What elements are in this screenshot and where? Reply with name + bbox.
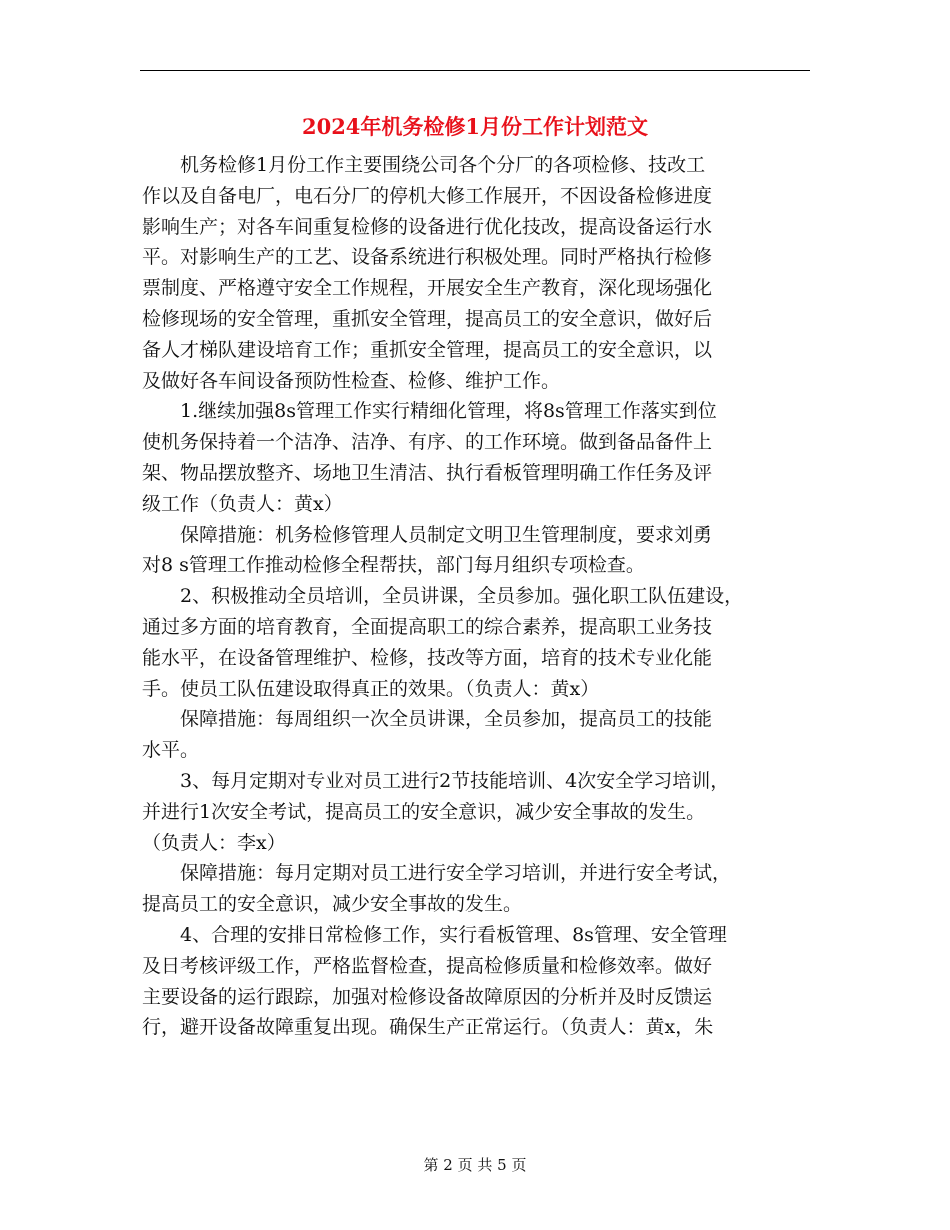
- item-3-measures-line: 提高员工的安全意识，减少安全事故的发生。: [142, 893, 523, 916]
- item-1-line: 架、物品摆放整齐、场地卫生清洁、执行看板管理明确工作任务及评: [142, 461, 713, 484]
- item-2-line: 2、积极推动全员培训，全员讲课，全员参加。强化职工队伍建设，: [180, 585, 744, 608]
- item-3-measures-line: 保障措施：每月定期对员工进行安全学习培训，并进行安全考试，: [180, 862, 732, 885]
- item-4-line: 及日考核评级工作，严格监督检查，提高检修质量和检修效率。做好: [142, 954, 713, 977]
- item-2-line: 能水平，在设备管理维护、检修，技改等方面，培育的技术专业化能: [142, 646, 713, 669]
- paragraph-intro-line: 检修现场的安全管理，重抓安全管理，提高员工的安全意识，做好后: [142, 307, 713, 330]
- item-2-measures-line: 保障措施：每周组织一次全员讲课，全员参加，提高员工的技能: [180, 708, 713, 731]
- item-1-measures-line: 保障措施：机务检修管理人员制定文明卫生管理制度，要求刘勇: [180, 523, 713, 546]
- item-3-line: 3、每月定期对专业对员工进行2节技能培训、4次安全学习培训，: [180, 769, 730, 792]
- item-1-measures-line: 对8 s管理工作推动检修全程帮扶，部门每月组织专项检查。: [142, 554, 645, 577]
- page-number-footer: 第 2 页 共 5 页: [423, 1156, 527, 1174]
- paragraph-intro-line: 票制度、严格遵守安全工作规程，开展安全生产教育，深化现场强化: [142, 277, 713, 300]
- document-body: [142, 150, 812, 1043]
- item-2-line: 通过多方面的培育教育，全面提高职工的综合素养，提高职工业务技: [142, 615, 713, 638]
- paragraph-intro-line: 备人才梯队建设培育工作；重抓安全管理，提高员工的安全意识，以: [142, 338, 713, 361]
- item-1-line: 1.继续加强8s管理工作实行精细化管理，将8s管理工作落实到位: [180, 400, 717, 423]
- item-1-line: 使机务保持着一个洁净、洁净、有序、的工作环境。做到备品备件上: [142, 431, 713, 454]
- item-4-line: 主要设备的运行跟踪，加强对检修设备故障原因的分析并及时反馈运: [142, 985, 713, 1008]
- paragraph-intro-line: 平。对影响生产的工艺、设备系统进行积极处理。同时严格执行检修: [142, 246, 713, 269]
- document-title: 2024年机务检修1月份工作计划范文: [301, 114, 649, 139]
- item-4-line: 行，避开设备故障重复出现。确保生产正常运行。（负责人：黄x，朱: [142, 1016, 714, 1039]
- paragraph-intro-line: 及做好各车间设备预防性检查、检修、维护工作。: [142, 369, 561, 392]
- item-4-line: 4、合理的安排日常检修工作，实行看板管理、8s管理、安全管理: [180, 923, 727, 946]
- item-2-line: 手。使员工队伍建设取得真正的效果。（负责人：黄x）: [142, 677, 600, 700]
- item-2-measures-line: 水平。: [142, 739, 200, 762]
- item-3-line: （负责人：李x）: [142, 831, 286, 854]
- paragraph-intro-line: 机务检修1月份工作主要围绕公司各个分厂的各项检修、技改工: [180, 154, 706, 176]
- paragraph-intro-line: 作以及自备电厂，电石分厂的停机大修工作展开，不因设备检修进度: [142, 184, 713, 207]
- paragraph-intro-line: 影响生产；对各车间重复检修的设备进行优化技改，提高设备运行水: [142, 215, 713, 238]
- item-1-line: 级工作（负责人：黄x）: [142, 492, 343, 515]
- item-3-line: 并进行1次安全考试，提高员工的安全意识，减少安全事故的发生。: [142, 800, 706, 823]
- header-rule: [140, 70, 810, 71]
